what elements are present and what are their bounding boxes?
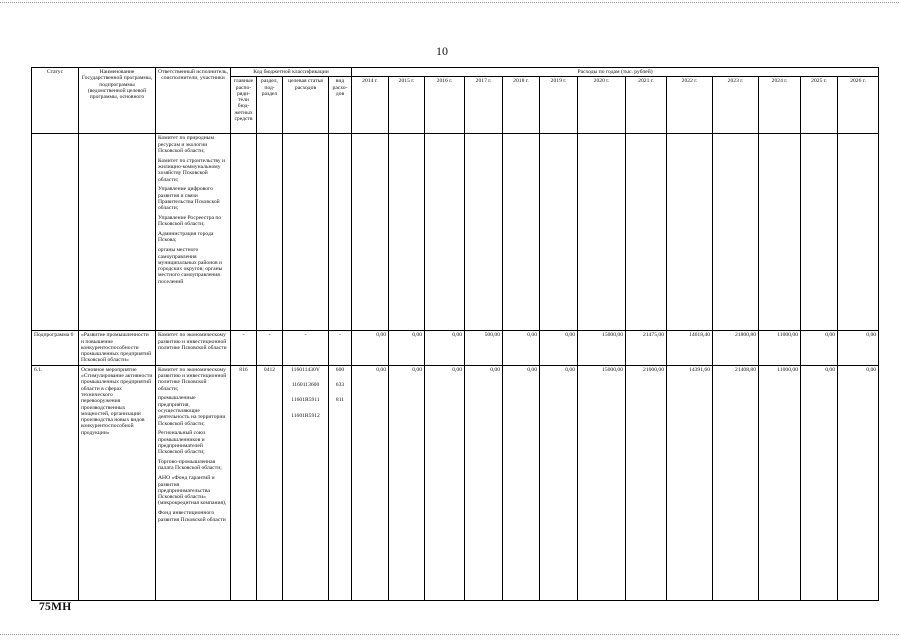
csr-cell: [283, 365, 329, 600]
vr-code: -: [339, 332, 341, 339]
header-responsible: Ответственный исполнитель, соисполнители, участники: [156, 68, 231, 134]
responsible-item: Фонд инвестиционного развития Псковской области: [158, 510, 226, 523]
rzpr-cell: -: [257, 331, 283, 365]
year-value-cell: 21475,00: [626, 331, 667, 365]
header-year: 2017 г.: [465, 77, 503, 134]
header-year: 2024 г.: [759, 77, 801, 134]
year-value-cell: 0,00: [503, 365, 540, 600]
header-year: 2015 г.: [389, 77, 425, 134]
header-year: 2025 г.: [801, 77, 838, 134]
year-value-cell: 15000,00: [578, 331, 626, 365]
header-year: 2022 г.: [667, 77, 713, 134]
responsible-item: Торгово-промышленная палата Псковской области;: [158, 459, 222, 472]
year-value-cell: [801, 134, 838, 331]
year-value-cell: [626, 134, 667, 331]
scan-bottom-edge: [0, 634, 899, 636]
footer-code: 75МН: [39, 601, 72, 613]
grbs-cell: -: [231, 331, 257, 365]
responsible-item: Комитет по строительству и жилищно-коммунальному хозяйству Псковской области;: [158, 157, 226, 183]
year-value-cell: 21408,80: [713, 365, 759, 600]
year-value-cell: 0,00: [540, 365, 578, 600]
year-value-cell: 500,00: [465, 331, 503, 365]
vr-cell: [329, 331, 352, 365]
csr-code: 1160113600: [291, 382, 320, 389]
responsible-item: промышленные предприятия, осуществляющие деятельность на территории Псковской области;: [158, 395, 226, 427]
year-value-cell: [503, 134, 540, 331]
header-year: 2021 г.: [626, 77, 667, 134]
vr-cell: [329, 365, 352, 600]
year-value-cell: 14618,40: [667, 331, 713, 365]
year-value-cell: [578, 134, 626, 331]
year-value-cell: [540, 134, 578, 331]
vr-code: 811: [335, 397, 345, 404]
responsible-item: Администрация города Пскова;: [158, 231, 214, 244]
grbs-cell: 816: [231, 365, 257, 600]
responsible-item: Региональный союз промышленников и предпринимателей Псковской области;: [158, 430, 206, 456]
name-cell: [79, 134, 156, 331]
table-row: [32, 331, 879, 365]
responsible-item: Комитет по природным ресурсам и экологии Псковской области;: [158, 135, 214, 154]
budget-table: [31, 67, 879, 601]
year-value-cell: [425, 134, 465, 331]
year-value-cell: 0,00: [389, 365, 425, 600]
status-cell: Подпрограмма 6: [32, 331, 79, 365]
header-csr: целевая статья расходов: [283, 77, 329, 134]
responsible-item: Комитет по экономическому развитию и инвестиционной политике Псковской области: [158, 332, 227, 351]
header-rzpr: раздел, под-раздел: [257, 77, 283, 134]
year-value-cell: 0,00: [425, 365, 465, 600]
year-value-cell: 15000,00: [578, 365, 626, 600]
csr-code: 11601R5912: [291, 412, 320, 419]
year-value-cell: [389, 134, 425, 331]
year-value-cell: 0,00: [389, 331, 425, 365]
responsible-item: АНО «Фонд гарантий и развития предпринимательства Псковской области» (микрокредитная компания),: [158, 475, 227, 507]
header-budget-code-group: Код бюджетной классификации: [231, 68, 352, 77]
header-grbs: главные распо-ряди-тели бюд-жетных средств: [231, 77, 257, 134]
year-value-cell: 21000,00: [626, 365, 667, 600]
table-row: [32, 365, 879, 600]
name-cell: Основное мероприятие «Стимулирование активности промышленных предприятий области в сферах технического перевооружения производственных мощностей, организации производства новых видов конкурентоспособной продукции»: [79, 365, 156, 600]
year-value-cell: 21800,80: [713, 331, 759, 365]
year-value-cell: 0,00: [503, 331, 540, 365]
header-year: 2023 г.: [713, 77, 759, 134]
year-value-cell: 11000,00: [759, 331, 801, 365]
header-year: 2020 г.: [578, 77, 626, 134]
rzpr-cell: 0412: [257, 365, 283, 600]
csr-code: -: [304, 332, 307, 339]
responsible-item: Комитет по экономическому развитию и инвестиционной политике Псковской области;: [158, 366, 227, 392]
rzpr-cell: [257, 134, 283, 331]
year-value-cell: 0,00: [465, 365, 503, 600]
responsible-item: Управление Росреестра по Псковской области;: [158, 215, 222, 228]
year-value-cell: 0,00: [801, 365, 838, 600]
year-value-cell: [838, 134, 879, 331]
header-year: 2016 г.: [425, 77, 465, 134]
responsible-item: органы местного самоуправления муниципальных районов и городских округов; органы местного самоуправления поселений: [158, 247, 223, 285]
year-value-cell: 0,00: [838, 331, 879, 365]
responsible-cell: [156, 365, 231, 600]
header-year: 2018 г.: [503, 77, 540, 134]
header-year: 2014 г.: [352, 77, 389, 134]
responsible-cell: [156, 331, 231, 365]
header-expenses-group: Расходы по годам (тыс. рублей): [352, 68, 879, 77]
year-value-cell: 0,00: [540, 331, 578, 365]
responsible-cell: [156, 134, 231, 331]
year-value-cell: [667, 134, 713, 331]
year-value-cell: [759, 134, 801, 331]
responsible-item: Управление цифрового развития и связи Правительства Псковской области;: [158, 186, 220, 212]
year-value-cell: 0,00: [352, 331, 389, 365]
header-status: Статус: [32, 68, 79, 134]
csr-cell: [283, 331, 329, 365]
header-name: Наименование Государственной программы, подпрограммы (ведомственной целевой программы, основного: [79, 68, 156, 134]
year-value-cell: 11000,00: [759, 365, 801, 600]
year-value-cell: [352, 134, 389, 331]
csr-cell: [283, 134, 329, 331]
year-value-cell: 0,00: [352, 365, 389, 600]
year-value-cell: 0,00: [801, 331, 838, 365]
status-cell: 6.1.: [32, 365, 79, 600]
vr-code: 633: [335, 382, 345, 389]
year-value-cell: [465, 134, 503, 331]
scan-top-edge: [0, 2, 899, 4]
vr-code: 600: [335, 366, 345, 373]
header-year: 2026 г.: [838, 77, 879, 134]
year-value-cell: 0,00: [838, 365, 879, 600]
grbs-cell: [231, 134, 257, 331]
header-vr: вид расхо-дов: [329, 77, 352, 134]
page-number: 10: [436, 44, 448, 58]
header-year: 2019 г.: [540, 77, 578, 134]
year-value-cell: 0,00: [425, 331, 465, 365]
table-row: [32, 134, 879, 331]
year-value-cell: [713, 134, 759, 331]
csr-code: 116011430Y: [291, 366, 320, 373]
vr-cell: [329, 134, 352, 331]
csr-code: 11601R5911: [291, 397, 320, 404]
status-cell: [32, 134, 79, 331]
name-cell: «Развитие промышленности и повышение конкурентоспособности промышленных предприятий Псковской области»: [79, 331, 156, 365]
year-value-cell: 14391,60: [667, 365, 713, 600]
